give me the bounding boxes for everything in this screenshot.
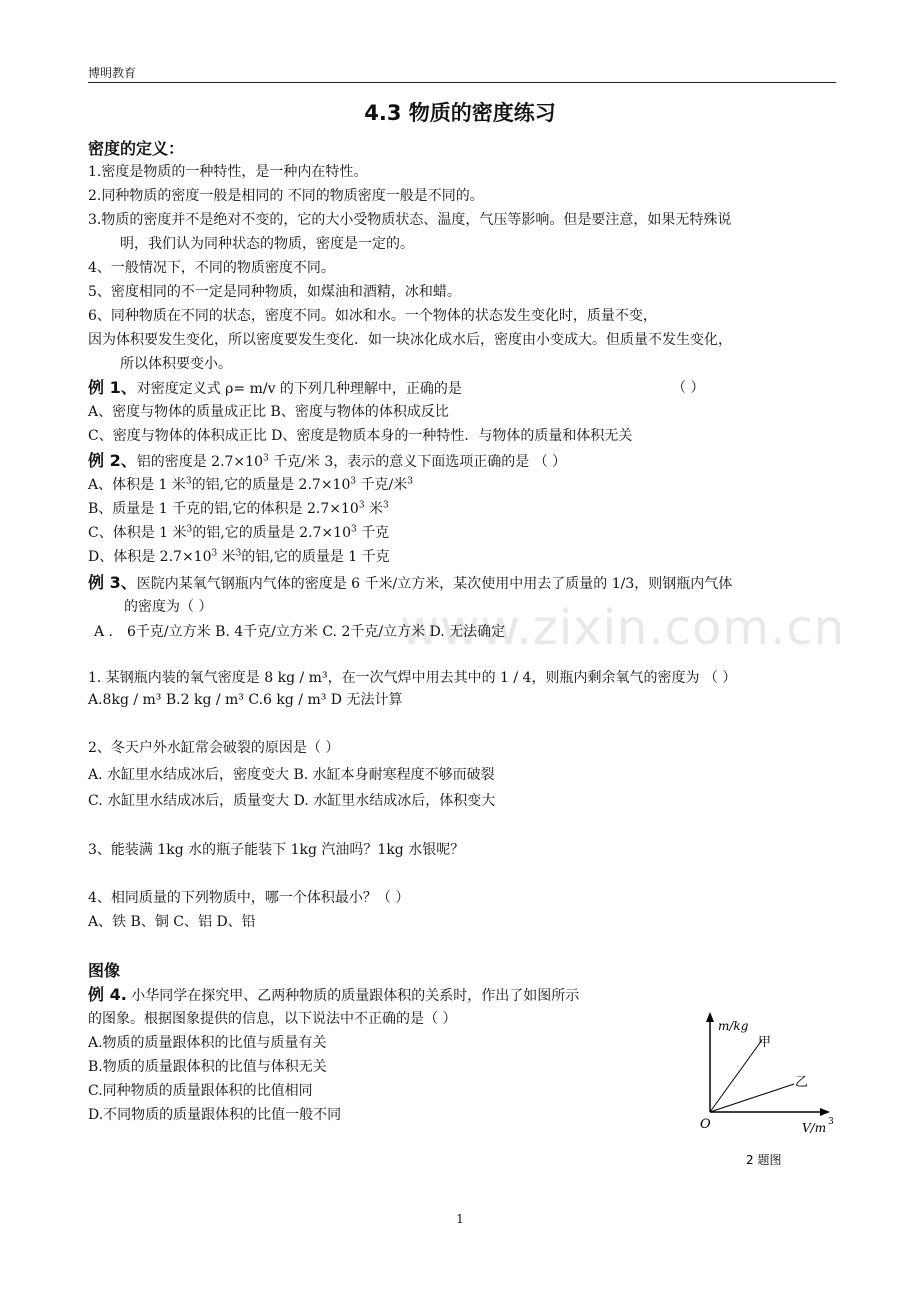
example-4-stem-cont: 的图象。根据图象提供的信息，以下说法中不正确的是（ ） [88,1011,457,1027]
example-3-options: A ． 6千克/立方米 B. 4千克/立方米 C. 2千克/立方米 D. 无法确定 [94,624,506,640]
example-4-option: A.物质的质量跟体积的比值与质量有关 [88,1035,327,1051]
definition-point: 因为体积要发生变化，所以密度要发生变化．如一块冰化成水后，密度由小变成大。但质量不发生变化， [88,332,732,348]
figure-caption: 2 题图 [746,1153,782,1167]
origin-label: O [700,1117,711,1132]
question-2-stem: 2、冬天户外水缸常会破裂的原因是（ ） [88,740,340,756]
example-1-stem: 例 1、对密度定义式 ρ= m/v 的下列几种理解中，正确的是 [88,378,462,397]
example-2-label: 例 2、 [88,451,137,470]
question-2-option: C. 水缸里水结成冰后，质量变大 D. 水缸里水结成冰后，体积变大 [88,793,496,809]
example-3-stem-cont: 的密度为（ ） [124,599,213,615]
question-4-options: A、铁 B、铜 C、铝 D、铅 [88,914,256,930]
definition-point: 所以体积要变小。 [120,356,232,372]
page-number: 1 [456,1212,464,1226]
example-4-label: 例 4. [88,985,127,1004]
example-3-label: 例 3、 [88,573,137,592]
example-2-option-a: A、体积是 1 米$^3$的铝,它的质量是 $2.7\times 10^3$ 千克/米$^3$ [88,476,414,493]
example-4-option: D.不同物质的质量跟体积的比值一般不同 [88,1107,342,1123]
x-axis-label: V/m [802,1121,827,1135]
example-4-stem: 例 4. 小华同学在探究甲、乙两种物质的质量跟体积的关系时，作出了如图所示 [88,985,580,1004]
example-2-option-c: C、体积是 1 米$^3$的铝,它的质量是 $2.7\times 10^3$ 千克 [88,524,390,541]
question-3-stem: 3、能装满 1kg 水的瓶子能装下 1kg 汽油吗？1kg 水银呢？ [88,842,465,858]
example-1-option: C、密度与物体的体积成正比 D、密度是物质本身的一种特性．与物体的质量和体积无关 [88,428,633,444]
example-2-option-b: B、质量是 1 千克的铝,它的体积是 $2.7\times 10^3$ 米$^3$ [88,500,389,517]
y-axis-arrow [706,1012,714,1022]
definition-point: 3.物质的密度并不是绝对不变的，它的大小受物质状态、温度，气压等影响。但是要注意，如果无特殊说 [88,212,732,228]
definition-point: 6、同种物质在不同的状态，密度不同。如冰和水。一个物体的状态发生变化时，质量不变， [88,308,657,324]
question-4-stem: 4、相同质量的下列物质中，哪一个体积最小？（ ） [88,890,410,906]
page-header [88,64,836,83]
example-3-stem: 例 3、医院内某氧气钢瓶内气体的密度是 6 千米/立方米，某次使用中用去了质量的 1/3，则钢瓶内气体 [88,573,733,592]
line-jia [710,1040,762,1112]
page-title: 4.3 物质的密度练习 [364,101,556,125]
x-axis-label-sup: 3 [828,1117,834,1127]
definition-point: 4、一般情况下，不同的物质密度不同。 [88,260,335,276]
question-2-option: A. 水缸里水结成冰后，密度变大 B. 水缸本身耐寒程度不够而破裂 [88,767,495,783]
definition-heading: 密度的定义： [88,139,185,158]
example-1-label: 例 1、 [88,378,137,397]
line-jia-label: 甲 [758,1035,772,1050]
example-2-option-d: D、体积是 $2.7\times 10^3$ 米$^3$的铝,它的质量是 1 千克 [88,548,390,565]
example-2-stem: 例 2、铝的密度是 $2.7\times 10^3$ 千克/米 3，表示的意义下面选项正确的是 （ ） [88,451,567,470]
line-yi-label: 乙 [795,1075,809,1090]
question-1-options: A.8kg / m³ B.2 kg / m³ C.6 kg / m³ D 无法计算 [88,692,403,708]
question-1-stem: 1. 某钢瓶内装的氧气密度是 8 kg / m³，在一次气焊中用去其中的 1 / 4，则瓶内剩余氧气的密度为 （ ） [88,670,737,686]
example-4-option: B.物质的质量跟体积的比值与体积无关 [88,1059,327,1075]
graph-section-heading: 图像 [88,961,121,980]
watermark: www.zixin.com.cn [400,600,846,656]
y-axis-label: m/kg [718,1019,749,1033]
definition-point: 5、密度相同的不一定是同种物质，如煤油和酒精，冰和蜡。 [88,284,461,300]
header-org: 博明教育 [88,66,137,80]
example-1-answer-paren: （ ） [672,380,705,396]
definition-point: 明，我们认为同种状态的物质，密度是一定的。 [120,236,414,252]
example-1-option: A、密度与物体的质量成正比 B、密度与物体的体积成反比 [88,404,449,420]
definition-point: 2.同种物质的密度一般是相同的 不同的物质密度一般是不同的。 [88,188,484,204]
line-yi [710,1084,794,1112]
definition-point: 1.密度是物质的一种特性，是一种内在特性。 [88,164,368,180]
x-axis-arrow [820,1108,830,1116]
mass-volume-graph [690,1006,840,1176]
example-4-option: C.同种物质的质量跟体积的比值相同 [88,1083,313,1099]
